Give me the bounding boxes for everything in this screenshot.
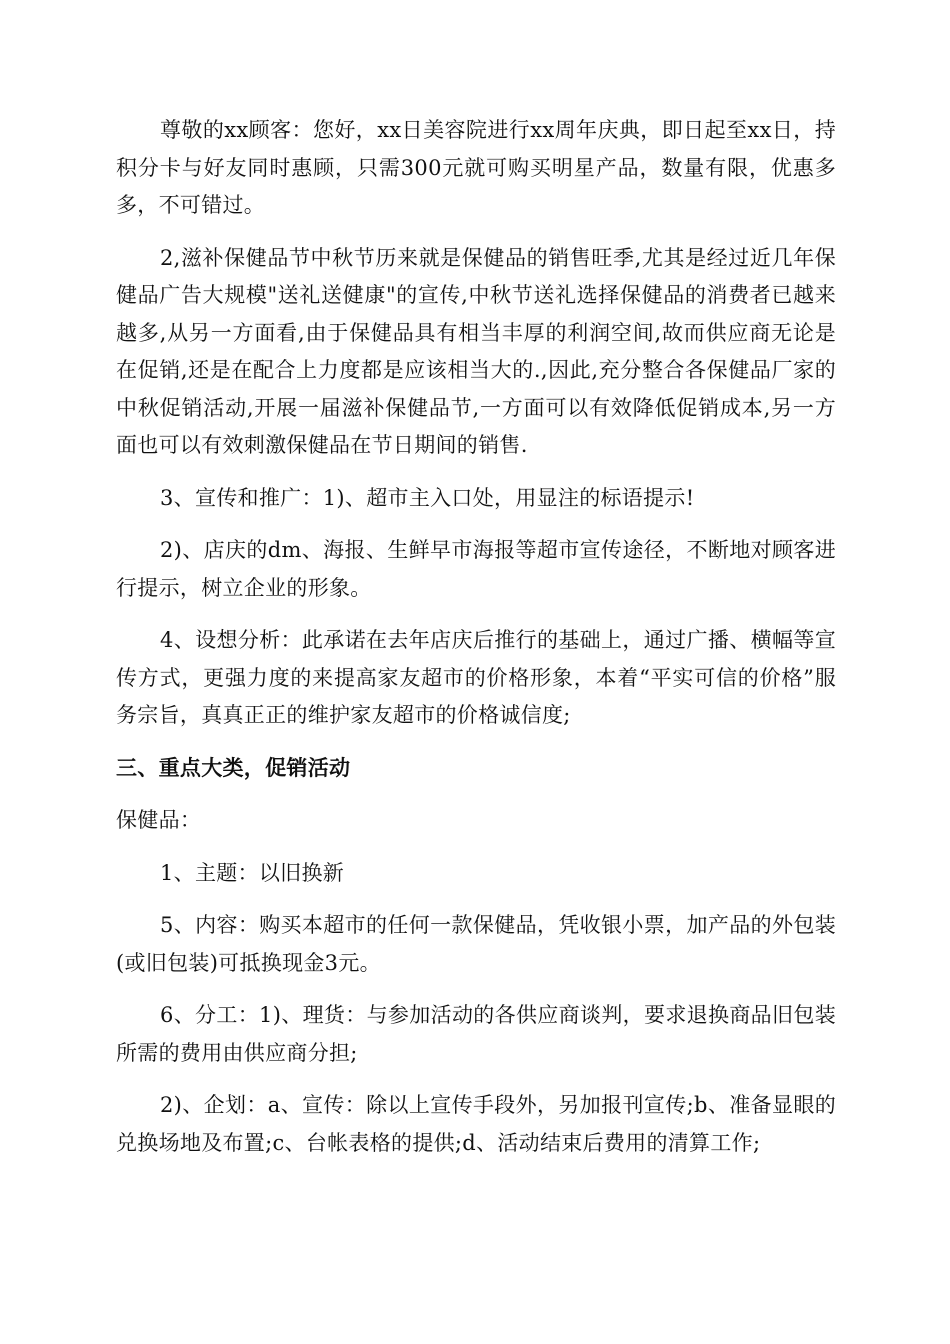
category-label: 保健品： <box>116 808 202 832</box>
list-item-division: 6、分工：1)、理货：与参加活动的各供应商谈判，要求退换商品旧包装所需的费用由供应商分担; <box>116 1003 836 1065</box>
document-body <box>116 112 836 1177</box>
promotion-paragraph: 3、宣传和推广：1)、超市主入口处，用显注的标语提示! <box>160 485 695 510</box>
store-anniversary-paragraph: 2)、店庆的dm、海报、生鲜早市海报等超市宣传途径，不断地对顾客进行提示，树立企业的形象。 <box>116 538 836 600</box>
list-item-theme: 1、主题：以旧换新 <box>160 860 345 885</box>
greeting-paragraph: 尊敬的xx顾客：您好，xx日美容院进行xx周年庆典，即日起至xx日，持积分卡与好友同时惠顾，只需300元就可购买明星产品，数量有限，优惠多多，不可错过。 <box>116 118 836 217</box>
section-heading: 三、重点大类，促销活动 <box>116 755 351 780</box>
list-item-planning: 2)、企划：a、宣传：除以上宣传手段外，另加报刊宣传;b、准备显眼的兑换场地及布置;c、台帐表格的提供;d、活动结束后费用的清算工作; <box>116 1093 836 1155</box>
health-festival-paragraph: 2,滋补保健品节中秋节历来就是保健品的销售旺季,尤其是经过近几年保健品广告大规模"送礼送健康"的宣传,中秋节送礼选择保健品的消费者已越来越多,从另一方面看,由于保健品具有相当丰厚的利润空间,故而供应商无论是在促销,还是在配合上力度都是应该相当大的.,因此,充分整合各保健品厂家的中秋促销活动,开展一届滋补保健品节,一方面可以有效降低促销成本,另一方面也可以有效刺激保健品在节日期间的销售. <box>116 245 836 457</box>
list-item-content: 5、内容：购买本超市的任何一款保健品，凭收银小票，加产品的外包装(或旧包装)可抵换现金3元。 <box>116 913 836 975</box>
analysis-paragraph: 4、设想分析：此承诺在去年店庆后推行的基础上，通过广播、横幅等宣传方式，更强力度的来提高家友超市的价格形象，本着“平实可信的价格”服务宗旨，真真正正的维护家友超市的价格诚信度; <box>116 628 836 727</box>
